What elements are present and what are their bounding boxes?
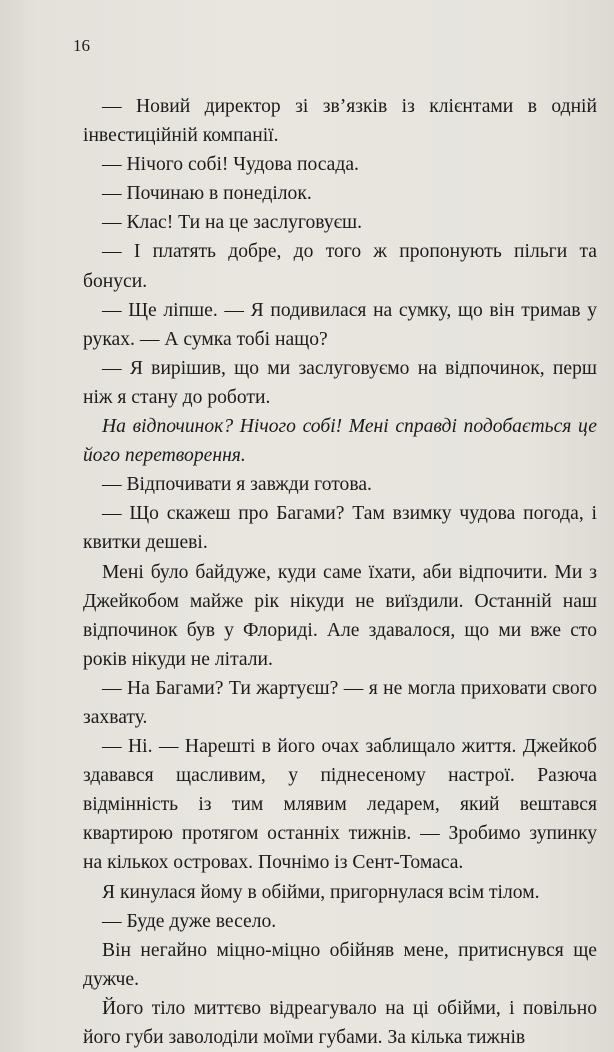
page-number: 16	[73, 36, 90, 55]
paragraph-3: — Починаю в понеділок.	[102, 183, 312, 205]
paragraph-17: Його тіло миттєво відреагувало на ці обійми, і повільно його губи заволоділи моїми губами. За кілька тижнів	[83, 997, 597, 1048]
paragraph-2: — Нічого собі! Чудова посада.	[102, 154, 359, 176]
paragraph-11: Мені було байдуже, куди саме їхати, аби відпочити. Ми з Джейкобом майже рік нікуди не виїздили. Останній наш відпочинок був у Флориді. Але здавалося, що ми вже сто років нікуди не літали.	[83, 561, 597, 670]
paragraph-5: — І платять добре, до того ж пропонують пільги та бонуси.	[83, 241, 597, 292]
paragraph-6: — Ще ліпше. — Я подивилася на сумку, що він тримав у руках. — А сумка тобі нащо?	[83, 299, 597, 350]
paragraph-14: Я кинулася йому в обійми, пригорнулася всім тілом.	[102, 881, 540, 903]
paragraph-9: — Відпочивати я завжди готова.	[102, 474, 372, 496]
paragraph-10: — Що скажеш про Багами? Там взимку чудова погода, і квитки дешеві.	[83, 503, 597, 554]
paragraph-15: — Буде дуже весело.	[102, 910, 277, 932]
paragraph-12: — На Багами? Ти жартуєш? — я не могла приховати свого захвату.	[83, 677, 597, 728]
paragraph-1: — Новий директор зі зв’язків із клієнтами в одній інвестиційній компанії.	[83, 96, 597, 147]
paragraph-4: — Клас! Ти на це заслуговуєш.	[102, 212, 363, 234]
paragraph-8-italic: На відпочинок? Нічого собі! Мені справді подобається це його перетворення.	[83, 416, 597, 467]
page-text	[83, 92, 597, 1052]
paragraph-7: — Я вирішив, що ми заслуговуємо на відпочинок, перш ніж я стану до роботи.	[83, 357, 597, 408]
paragraph-16: Він негайно міцно-міцно обійняв мене, притиснувся ще дужче.	[83, 939, 597, 990]
paragraph-13: — Ні. — Нарешті в його очах заблищало життя. Джейкоб здавався щасливим, у піднесеному настрої. Разюча відмінність із тим млявим ледарем, який вештався квартирою протягом останніх тижнів. — Зробимо зупинку на кількох островах. Почнімо із Сент-Томаса.	[83, 736, 597, 874]
